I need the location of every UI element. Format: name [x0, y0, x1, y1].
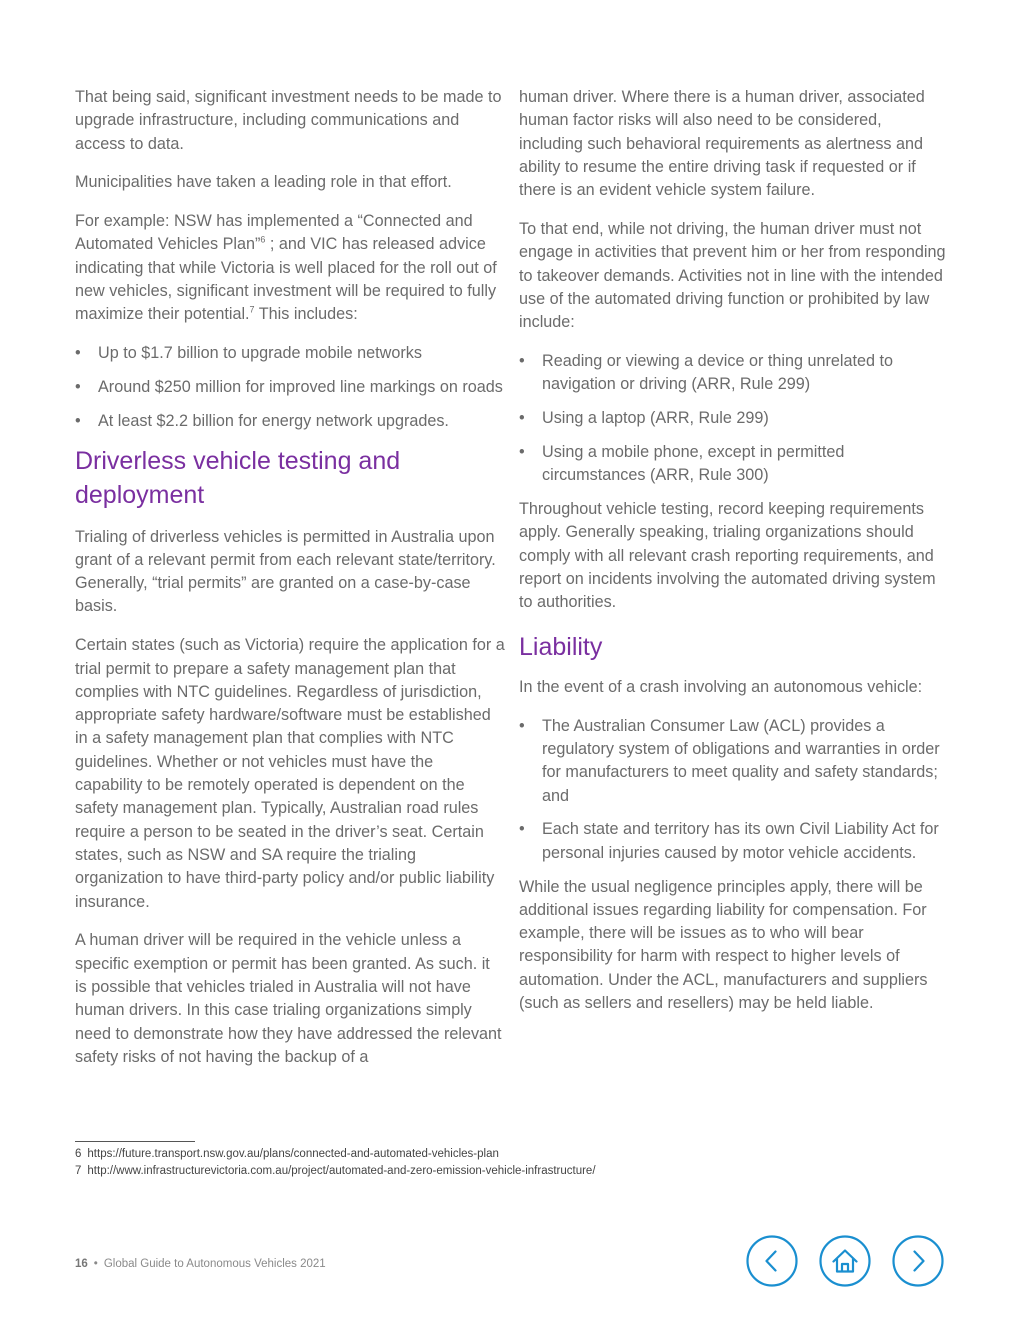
footnote-number: 7: [75, 1165, 82, 1177]
paragraph: In the event of a crash involving an autonomous vehicle:: [519, 677, 923, 696]
home-icon: [819, 1235, 871, 1287]
footer-separator: •: [93, 1258, 98, 1270]
next-page-button[interactable]: [892, 1235, 944, 1287]
list-item: • Using a laptop (ARR, Rule 299): [519, 407, 949, 430]
footnote-link[interactable]: https://future.transport.nsw.gov.au/plans/connected-and-automated-vehicles-plan: [87, 1148, 499, 1160]
list-item: • Using a mobile phone, except in permitted circumstances (ARR, Rule 300): [519, 441, 949, 488]
paragraph: human driver. Where there is a human driver, associated human factor risks will also need to be considered, including such behavioral requirements as alertness and ability to resume the entire driving task if requested or if there is an evident vehicle system failure.: [519, 88, 925, 200]
page-number: 16: [75, 1258, 88, 1270]
list-item: • Up to $1.7 billion to upgrade mobile networks: [75, 342, 505, 365]
chevron-left-icon: [746, 1235, 798, 1287]
list-item: • Each state and territory has its own Civil Liability Act for personal injuries caused by motor vehicle accidents.: [519, 818, 949, 865]
paragraph: To that end, while not driving, the human driver must not engage in activities that prevent him or her from responding to takeover demands. Activities not in line with the intended use of the automated driving function or prohibited by law include:: [519, 219, 946, 332]
paragraph-text: For example: NSW has implemented a “Connected and Automated Vehicles Plan”: [75, 212, 473, 254]
paragraph-text: This includes:: [254, 305, 358, 324]
bullet-list: [75, 342, 505, 433]
chevron-right-icon: [892, 1235, 944, 1287]
footnote-link[interactable]: http://www.infrastructurevictoria.com.au/project/automated-and-zero-emission-vehicle-infrastructure/: [87, 1165, 596, 1177]
left-column: [75, 86, 505, 1085]
paragraph: Municipalities have taken a leading role in that effort.: [75, 173, 452, 192]
page-footer: [75, 1258, 326, 1270]
list-item: • Around $250 million for improved line markings on roads: [75, 376, 505, 399]
paragraph-text: ; and VIC has released advice indicating that while Victoria is well placed for the roll out of new vehicles, significant investment will be required to fully maximize their potential.: [75, 235, 497, 324]
footnote: [75, 1146, 596, 1163]
footnote-divider: [75, 1141, 195, 1142]
paragraph: Certain states (such as Victoria) require the application for a trial permit to prepare a safety management plan that complies with NTC guidelines. Regardless of jurisdiction, appropriate safety hardware/software must be established in a safety management plan that complies with NTC guidelines. Whether or not vehicles must have the capability to be remotely operated is dependent on the safety management plan. Typically, Australian road rules require a person to be seated in the driver’s seat. Certain states, such as NSW and SA require the trialing organization to have third-party policy and/or public liability insurance.: [75, 636, 505, 911]
paragraph: That being said, significant investment needs to be made to upgrade infrastructure, including communications and access to data.: [75, 88, 502, 153]
section-heading: Liability: [519, 632, 603, 661]
footnotes: [75, 1146, 596, 1180]
bullet-list: [519, 350, 949, 487]
list-item: • Reading or viewing a device or thing unrelated to navigation or driving (ARR, Rule 299): [519, 350, 949, 397]
section-heading: Driverless vehicle testing and deployment: [75, 446, 401, 509]
home-button[interactable]: [819, 1235, 871, 1287]
paragraph: Trialing of driverless vehicles is permitted in Australia upon grant of a relevant permit from each relevant state/territory. Generally, “trial permits” are granted on a case-by-case basis.: [75, 527, 496, 616]
right-column: [519, 86, 949, 1031]
list-item: • The Australian Consumer Law (ACL) provides a regulatory system of obligations and warranties in order for manufacturers to meet quality and safety standards; and: [519, 715, 949, 808]
bullet-list: [519, 715, 949, 865]
paragraph: While the usual negligence principles apply, there will be additional issues regarding liability for compensation. For example, there will be issues as to who will bear responsibility for harm with respect to higher levels of automation. Under the ACL, manufacturers and suppliers (such as sellers and resellers) may be held liable.: [519, 877, 928, 1012]
document-title: Global Guide to Autonomous Vehicles 2021: [103, 1258, 326, 1270]
footnote: [75, 1163, 596, 1180]
paragraph: Throughout vehicle testing, record keeping requirements apply. Generally speaking, trialing organizations should comply with all relevant crash reporting requirements, and report on incidents involving the automated driving system to authorities.: [519, 499, 936, 612]
footnote-ref[interactable]: 6: [260, 235, 266, 246]
footnote-number: 6: [75, 1148, 82, 1160]
footnote-ref[interactable]: 7: [249, 304, 255, 315]
paragraph: A human driver will be required in the vehicle unless a specific exemption or permit has been granted. As such. it is possible that vehicles trialed in Australia will not have human drivers. In this case trialing organizations simply need to demonstrate how they have addressed the relevant safety risks of not having the backup of a: [75, 931, 502, 1066]
previous-page-button[interactable]: [746, 1235, 798, 1287]
list-item: • At least $2.2 billion for energy network upgrades.: [75, 410, 505, 433]
paragraph: [75, 210, 505, 326]
